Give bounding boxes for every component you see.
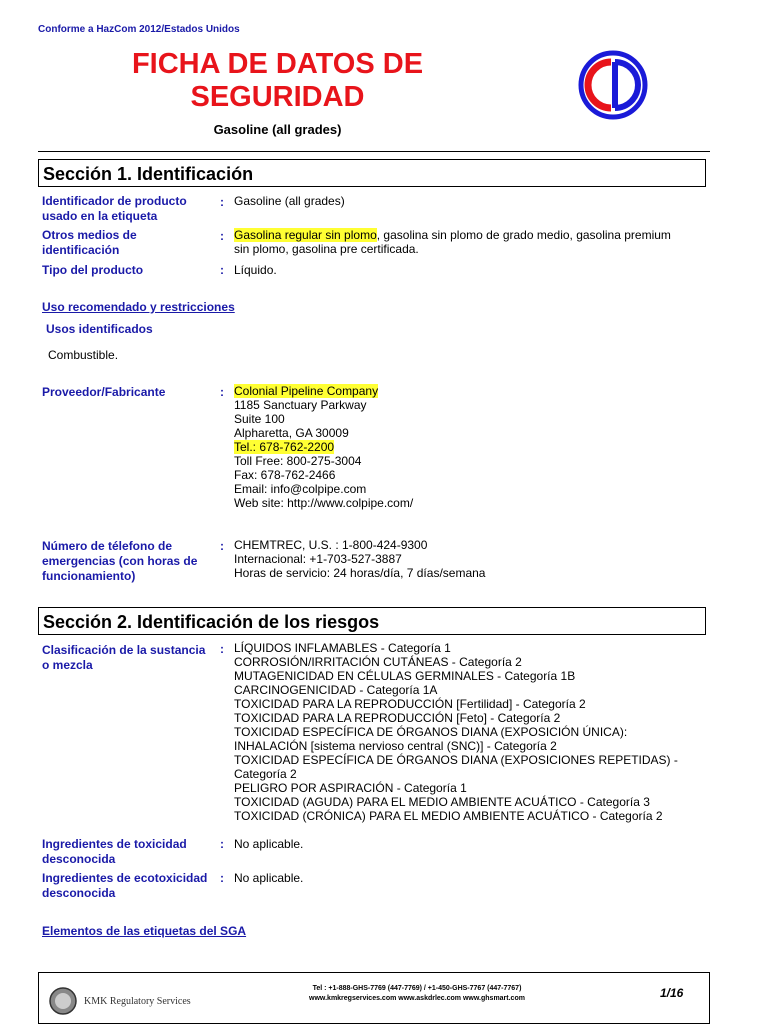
- address-line: Suite 100: [234, 412, 285, 426]
- proveedor-label: Proveedor/Fabricante: [42, 385, 166, 399]
- otros-highlight: Gasolina regular sin plomo: [234, 228, 377, 242]
- clasificacion-value: [234, 641, 704, 823]
- hazard-line: TOXICIDAD (CRÓNICA) PARA EL MEDIO AMBIENTE ACUÁTICO - Categoría 2: [234, 809, 663, 823]
- contact-line: Fax: 678-762-2466: [234, 468, 336, 482]
- tipo-label: Tipo del producto: [42, 263, 144, 277]
- otros-value: [234, 228, 704, 256]
- proveedor-tel: Tel.: 678-762-2200: [234, 440, 335, 454]
- hazard-line: TOXICIDAD PARA LA REPRODUCCIÓN [Fertilidad] - Categoría 2: [234, 697, 586, 711]
- company-logo-icon: [578, 50, 648, 120]
- footer-company: KMK Regulatory Services: [84, 996, 191, 1007]
- otros-rest: , gasolina sin plomo de grado medio, gasolina premium: [376, 228, 671, 242]
- emergencia-line: Internacional: +1-703-527-3887: [234, 552, 402, 566]
- document-title: [90, 48, 465, 114]
- ingredientes-tox-label: Ingredientes de toxicidad desconocida: [42, 837, 187, 866]
- hazard-line: PELIGRO POR ASPIRACIÓN - Categoría 1: [234, 781, 467, 795]
- proveedor-value: [234, 384, 704, 510]
- usos-value: Combustible.: [48, 348, 119, 362]
- identificador-label: Identificador de producto usado en la etiqueta: [42, 194, 187, 223]
- emergencia-value: [234, 538, 704, 580]
- colon: :: [220, 195, 224, 209]
- ingredientes-eco-label: Ingredientes de ecotoxicidad desconocida: [42, 871, 208, 900]
- contact-line: Toll Free: 800-275-3004: [234, 454, 362, 468]
- contact-line: Web site: http://www.colpipe.com/: [234, 496, 414, 510]
- hazard-line: TOXICIDAD ESPECÍFICA DE ÓRGANOS DIANA (EXPOSICIÓN ÚNICA):: [234, 725, 628, 739]
- section-2-heading: Sección 2. Identificación de los riesgos: [38, 607, 706, 635]
- otros-label: Otros medios de identificación: [42, 228, 137, 257]
- tipo-value: Líquido.: [234, 263, 277, 277]
- kmk-logo-icon: [48, 986, 78, 1016]
- colon: :: [220, 385, 224, 399]
- colon: :: [220, 263, 224, 277]
- hazard-line: TOXICIDAD (AGUDA) PARA EL MEDIO AMBIENTE ACUÁTICO - Categoría 3: [234, 795, 650, 809]
- hazard-line: TOXICIDAD PARA LA REPRODUCCIÓN [Feto] - Categoría 2: [234, 711, 561, 725]
- ingredientes-tox-value: No aplicable.: [234, 837, 304, 851]
- conforme-header: Conforme a HazCom 2012/Estados Unidos: [38, 24, 240, 35]
- clasificacion-label: Clasificación de la sustancia o mezcla: [42, 643, 206, 672]
- uso-recomendado-link[interactable]: Uso recomendado y restricciones: [42, 300, 235, 314]
- contact-line: Email: info@colpipe.com: [234, 482, 367, 496]
- hazard-line: INHALACIÓN [sistema nervioso central (SNC)] - Categoría 2: [234, 739, 557, 753]
- hazard-line: LÍQUIDOS INFLAMABLES - Categoría 1: [234, 641, 451, 655]
- usos-label: Usos identificados: [46, 322, 153, 336]
- colon: :: [220, 229, 224, 243]
- identificador-value: Gasoline (all grades): [234, 194, 345, 208]
- title-line-1: FICHA DE DATOS DE: [131, 48, 424, 80]
- elementos-sga-link[interactable]: Elementos de las etiquetas del SGA: [42, 924, 247, 938]
- title-line-2: SEGURIDAD: [190, 81, 365, 113]
- address-line: 1185 Sanctuary Parkway: [234, 398, 367, 412]
- hazard-line: Categoría 2: [234, 767, 297, 781]
- section-1-heading: Sección 1. Identificación: [38, 159, 706, 187]
- address-line: Alpharetta, GA 30009: [234, 426, 349, 440]
- otros-line-2: sin plomo, gasolina pre certificada.: [234, 242, 419, 256]
- colon: :: [220, 539, 224, 553]
- footer-contact: [272, 984, 562, 1004]
- emergencia-line: Horas de servicio: 24 horas/día, 7 días/semana: [234, 566, 486, 580]
- page-number: 1/16: [660, 986, 684, 1000]
- product-name: Gasoline (all grades): [213, 122, 342, 137]
- ingredientes-eco-value: No aplicable.: [234, 871, 304, 885]
- emergencia-label: Número de télefono de emergencias (con horas de funcionamiento): [42, 539, 198, 583]
- hazard-line: CORROSIÓN/IRRITACIÓN CUTÁNEAS - Categoría 2: [234, 655, 522, 669]
- hazard-line: TOXICIDAD ESPECÍFICA DE ÓRGANOS DIANA (EXPOSICIONES REPETIDAS) -: [234, 753, 678, 767]
- header-divider: [38, 151, 710, 152]
- colon: :: [220, 642, 224, 656]
- colon: :: [220, 871, 224, 885]
- proveedor-company: Colonial Pipeline Company: [234, 384, 379, 398]
- colon: :: [220, 837, 224, 851]
- footer-contact-line-2: www.kmkregservices.com www.askdrlec.com www.ghsmart.com: [309, 995, 525, 1002]
- footer-contact-line-1: Tel : +1-888-GHS-7769 (447-7769) / +1-450-GHS-7767 (447-7767): [312, 985, 522, 992]
- hazard-line: MUTAGENICIDAD EN CÉLULAS GERMINALES - Categoría 1B: [234, 669, 576, 683]
- hazard-line: CARCINOGENICIDAD - Categoría 1A: [234, 683, 438, 697]
- emergencia-line: CHEMTREC, U.S. : 1-800-424-9300: [234, 538, 428, 552]
